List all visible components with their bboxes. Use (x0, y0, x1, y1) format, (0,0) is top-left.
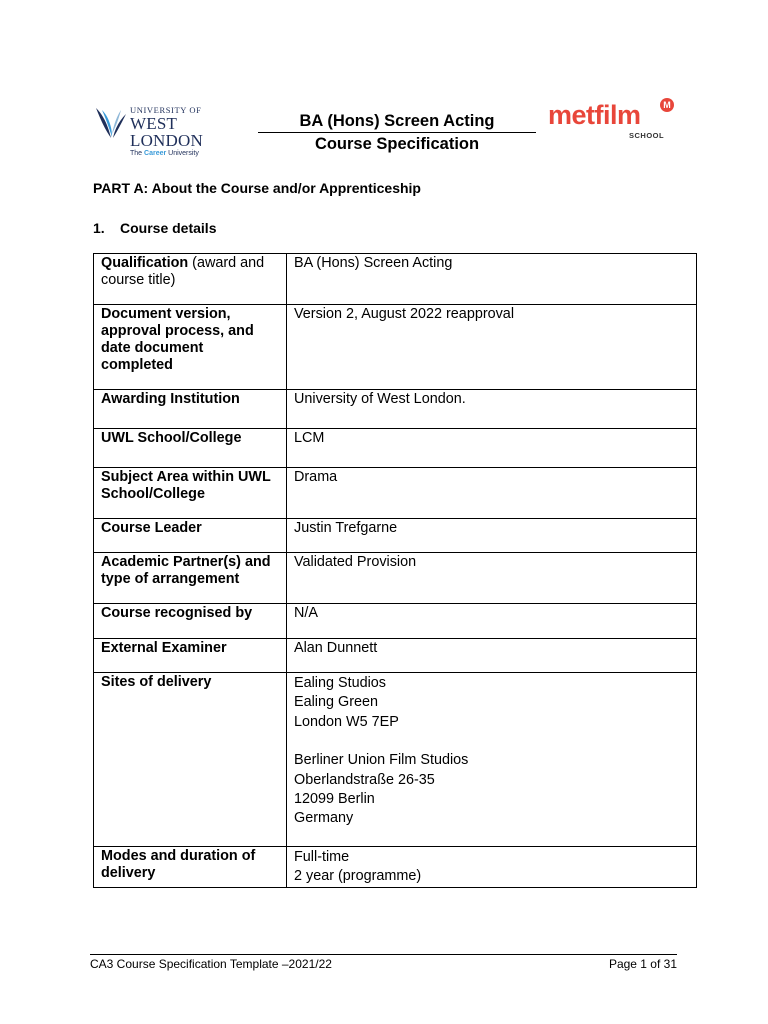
uwl-logo-line2: WEST LONDON (130, 113, 203, 150)
row-value-line: Ealing Studios (294, 675, 387, 691)
table-row (94, 468, 697, 519)
row-label (94, 429, 287, 468)
row-value-line (294, 732, 689, 751)
row-label-bold: UWL School/College (101, 430, 242, 446)
row-value-line: Full-time (294, 849, 350, 865)
row-label-bold: Subject Area within UWL School/College (101, 469, 271, 502)
row-value (287, 639, 697, 673)
row-value-line: Ealing Green (294, 694, 378, 711)
row-label (94, 673, 287, 847)
row-label (94, 604, 287, 639)
row-value (287, 468, 697, 519)
row-value-line: N/A (294, 605, 318, 621)
row-label (94, 390, 287, 429)
row-value-line: 12099 Berlin (294, 791, 375, 808)
row-label (94, 847, 287, 888)
table-row (94, 305, 697, 390)
metfilm-badge-icon: M (660, 98, 674, 112)
row-value-line: Drama (294, 469, 338, 485)
row-label-bold: Course recognised by (101, 605, 253, 621)
uwl-logo-line1: UNIVERSITY OF (130, 105, 202, 115)
row-value (287, 553, 697, 604)
table-row (94, 847, 697, 888)
row-value-line: Germany (294, 810, 354, 827)
row-label (94, 639, 287, 673)
metfilm-logo-word: metfilm (548, 100, 641, 130)
course-title: BA (Hons) Screen Acting (258, 112, 536, 133)
section-number: 1. (93, 220, 105, 236)
row-label-bold: Document version, approval process, and date document completed (101, 306, 254, 373)
uwl-logo (94, 104, 254, 157)
row-value-line: LCM (294, 430, 325, 446)
row-value-line: Validated Provision (294, 554, 417, 570)
row-value (287, 254, 697, 305)
row-value-line: Oberlandstraße 26-35 (294, 771, 435, 788)
row-value-line: Alan Dunnett (294, 640, 378, 656)
document-title (258, 112, 536, 154)
row-label-bold: Sites of delivery (101, 674, 212, 690)
table-row (94, 639, 697, 673)
footer-template-name: CA3 Course Specification Template –2021/22 (90, 957, 332, 971)
row-value-line: Justin Trefgarne (294, 520, 398, 536)
row-value-line: London W5 7EP (294, 713, 399, 730)
section-heading (93, 220, 216, 236)
part-heading: PART A: About the Course and/or Apprenticeship (93, 180, 421, 196)
row-value (287, 390, 697, 429)
table-row (94, 254, 697, 305)
row-value (287, 847, 697, 888)
row-value (287, 673, 697, 847)
row-label-bold: Course Leader (101, 520, 202, 536)
page-number: Page 1 of 31 (608, 957, 677, 971)
course-details-table (93, 253, 697, 888)
row-label-bold: External Examiner (101, 640, 227, 656)
uwl-bird-icon (94, 104, 128, 140)
row-label (94, 553, 287, 604)
row-value (287, 305, 697, 390)
document-subtitle: Course Specification (314, 135, 480, 153)
row-label-bold: Modes and duration of delivery (101, 848, 256, 881)
table-row (94, 390, 697, 429)
row-label-bold: Qualification (101, 255, 189, 271)
metfilm-logo (548, 98, 678, 142)
row-value-line: University of West London. (294, 391, 466, 407)
row-value (287, 604, 697, 639)
row-label (94, 519, 287, 553)
row-value (287, 429, 697, 468)
row-value-line: Version 2, August 2022 reapproval (294, 306, 515, 322)
row-label-bold: Academic Partner(s) and type of arrangement (101, 554, 271, 587)
row-label (94, 254, 287, 305)
row-label (94, 468, 287, 519)
section-title: Course details (120, 220, 217, 236)
row-value-line: 2 year (programme) (294, 868, 422, 885)
table-row (94, 519, 697, 553)
table-row (94, 604, 697, 639)
row-value-line: BA (Hons) Screen Acting (294, 255, 453, 271)
row-label (94, 305, 287, 390)
table-row (94, 553, 697, 604)
row-label-bold: Awarding Institution (101, 391, 240, 407)
row-value-line: Berliner Union Film Studios (294, 752, 469, 769)
table-row (94, 429, 697, 468)
uwl-logo-tagline: The Career University (130, 149, 199, 157)
table-row (94, 673, 697, 847)
page-footer (90, 954, 677, 971)
metfilm-logo-school: SCHOOL (629, 131, 665, 140)
row-value (287, 519, 697, 553)
row-label-note: (award and course title) (101, 255, 265, 288)
